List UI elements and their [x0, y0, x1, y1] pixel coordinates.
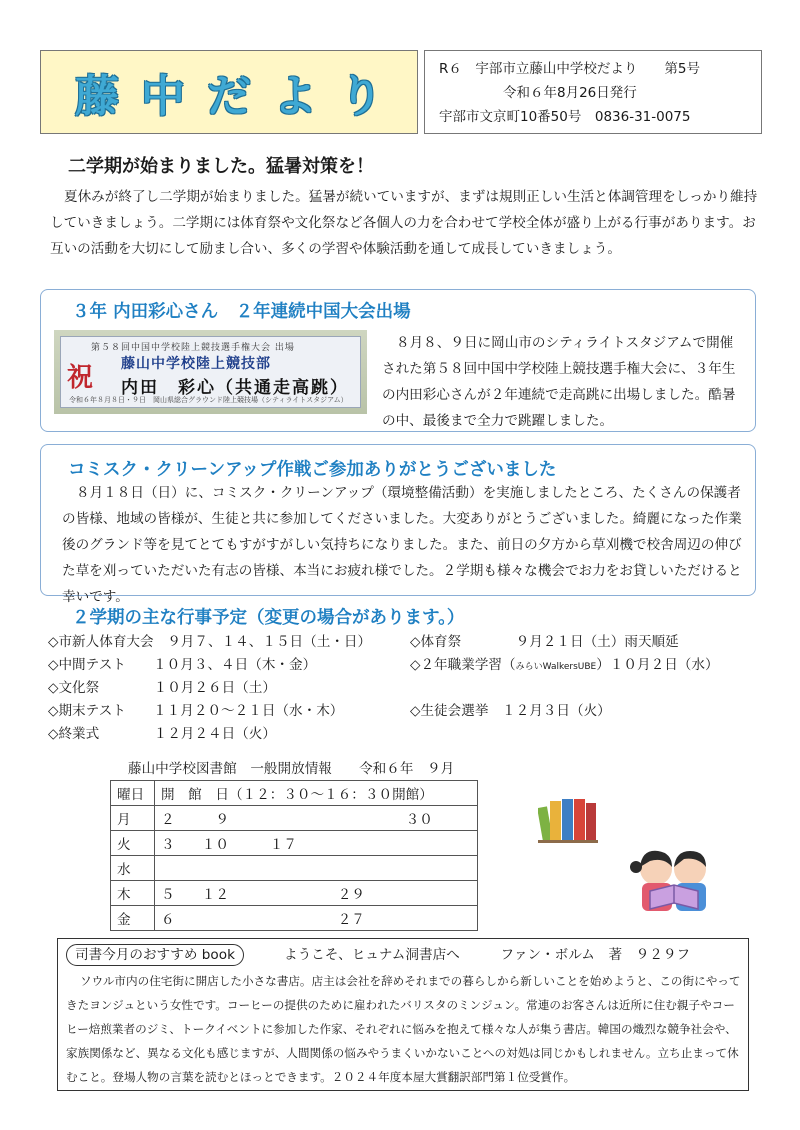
- congratulation-banner: [60, 336, 361, 408]
- row-dates: ２ ９ ３０: [155, 806, 478, 831]
- row-day: 金: [111, 906, 155, 931]
- newsletter-title: 藤中だより: [75, 71, 405, 122]
- schedule-item: ◇市新人体育大会 ９月７、１４、１５日（土・日）: [48, 634, 372, 650]
- library-table: [110, 780, 478, 931]
- banner-club: 藤山中学校陸上競技部: [121, 356, 271, 372]
- row-day: 月: [111, 806, 155, 831]
- row-day: 火: [111, 831, 155, 856]
- banner-venue: 令和６年８月８日・９日 岡山県総合グラウンド陸上競技場（シティライトスタジアム）: [69, 396, 348, 404]
- athletics-photo: [54, 330, 367, 414]
- book-title-author: ようこそ、ヒュナム洞書店へ ファン・ボルム 著 ９２９フ: [284, 947, 691, 963]
- header-day: 曜日: [111, 781, 155, 806]
- issue-info: [424, 50, 762, 134]
- book-recommendation: [57, 938, 749, 1091]
- books-icon: [538, 793, 598, 845]
- banner-celebration-mark: 祝: [67, 363, 94, 393]
- table-row: [111, 881, 478, 906]
- cleanup-title: コミスク・クリーンアップ作戦ご参加ありがとうございました: [68, 460, 557, 480]
- row-dates: ３ １０ １７: [155, 831, 478, 856]
- school-address: 宇部市文京町10番50号 0836-31-0075: [439, 109, 691, 125]
- schedule-title: ２学期の主な行事予定（変更の場合があります。）: [72, 608, 465, 628]
- row-dates: ６ ２７: [155, 906, 478, 931]
- intro-paragraph: 夏休みが終了し二学期が始まりました。猛暑が続いていますが、まずは規則正しい生活と体調管理をしっかり維持していきましょう。二学期には体育祭や文化祭など各個人の力を合わせて学校全体が盛り上がる行事があります。お互いの活動を大切にして励まし合い、多くの学習や体験活動を通して成長していきましょう。: [50, 189, 758, 257]
- banner-athlete: 内田 彩心（共通走高跳）: [121, 378, 349, 398]
- main-headline: 二学期が始まりました。猛暑対策を！: [68, 156, 374, 177]
- table-row: [111, 906, 478, 931]
- row-day: 水: [111, 856, 155, 881]
- cleanup-body: ８月１８日（日）に、コミスク・クリーンアップ（環境整備活動）を実施しましたところ、たくさんの保護者の皆様、地域の皆様が、生徒と共に参加してくださいました。大変ありがとうございました。綺麗になった作業後のグランド等を見てとてもすがすがしい気持ちになりました。また、前日の夕方から草刈機で校舎周辺の伸びた草を刈っていただいた有志の皆様、本当にお疲れ様でした。２学期も様々な機会でお力をお貸しいただけると幸いです。: [62, 485, 742, 605]
- career-label: ◇２年職業学習（: [410, 657, 516, 673]
- schedule-item: ◇体育祭 ９月２１日（土）雨天順延: [410, 634, 679, 650]
- schedule-item: ◇中間テスト １０月３、４日（木・金）: [48, 657, 317, 673]
- career-program: みらいWalkersUBE: [515, 662, 597, 672]
- schedule-item: ◇終業式 １２月２４日（火）: [48, 726, 276, 742]
- schedule-item: ◇文化祭 １０月２６日（土）: [48, 680, 276, 696]
- table-row: [111, 806, 478, 831]
- library-title: 藤山中学校図書館 一般開放情報 令和６年 ９月: [128, 761, 455, 777]
- row-dates: ５ １２ ２９: [155, 881, 478, 906]
- row-day: 木: [111, 881, 155, 906]
- reading-children-icon: [628, 845, 720, 913]
- header-dates: 開 館 日（１２：３０～１６：３０開館）: [155, 781, 478, 806]
- recommendation-label: 司書今月のおすすめ book: [66, 944, 244, 966]
- table-header-row: [111, 781, 478, 806]
- masthead: [40, 50, 418, 134]
- athletics-body: ８月８、９日に岡山市のシティライトスタジアムで開催された第５８回中国中学校陸上競技選手権大会に、３年生の内田彩心さんが２年連続で走高跳に出場しました。酷暑の中、最後まで全力で跳躍しました。: [382, 335, 736, 429]
- career-date: ）１０月２日（水）: [596, 657, 719, 673]
- row-dates: [155, 856, 478, 881]
- table-row: [111, 856, 478, 881]
- schedule-item-career: [410, 653, 719, 673]
- table-row: [111, 831, 478, 856]
- banner-event: 第５８回中国中学校陸上競技選手権大会 出場: [91, 343, 295, 353]
- issue-date: 令和６年8月26日発行: [503, 85, 637, 101]
- schedule-item: ◇期末テスト １１月２０～２１日（水・木）: [48, 703, 344, 719]
- issue-number: R６ 宇部市立藤山中学校だより 第5号: [439, 61, 700, 77]
- book-review: ソウル市内の住宅街に開店した小さな書店。店主は会社を辞めそれまでの暮らしから新しいことを始めようと、この街にやってきたヨンジュという女性です。コーヒーの提供のために雇われたバリスタのミンジュン。常連のお客さんは近所に住む親子やコーヒー焙煎業者のジミ、トークイベントに参加した作家、それぞれに悩みを抱えて様々な人が集う書店。韓国の熾烈な競争社会や、家族関係など、異なる文化も感じますが、人間関係の悩みやうまくいかないことへの対処は同じかもしれません。立ち止まって休むこと。登場人物の言葉を読むとほっとできます。２０２４年度本屋大賞翻訳部門第１位受賞作。: [66, 974, 741, 1084]
- schedule-item: ◇生徒会選挙 １２月３日（火）: [410, 703, 611, 719]
- athletics-title: ３年 内田彩心さん ２年連続中国大会出場: [72, 302, 411, 322]
